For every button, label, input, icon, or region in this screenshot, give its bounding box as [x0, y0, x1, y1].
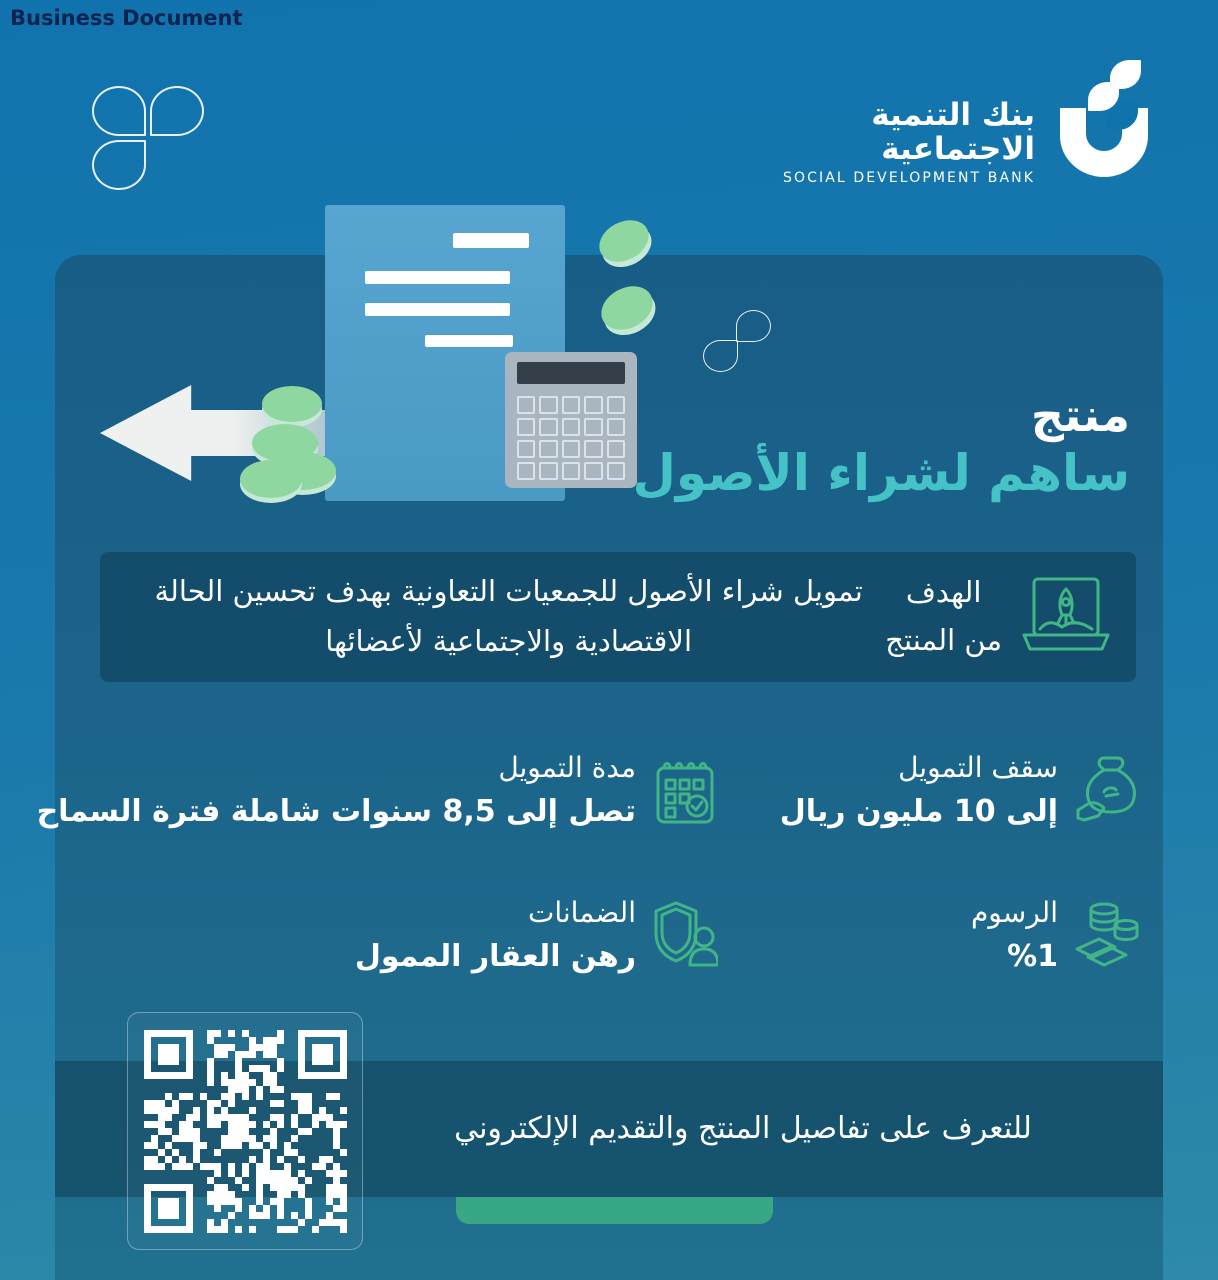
feature-label: مدة التمويل — [498, 751, 636, 784]
product-title-line2: ساهم لشراء الأصول — [632, 444, 1130, 503]
feature-value: إلى 10 مليون ريال — [779, 793, 1058, 829]
feature-label: الضمانات — [528, 896, 636, 929]
goal-label-line1: الهدف — [905, 575, 982, 610]
petal-shape — [92, 140, 146, 190]
qr-code — [127, 1012, 363, 1250]
product-title — [632, 388, 1130, 503]
feature-guarantees — [355, 893, 718, 979]
feature-funding-cap — [780, 748, 1140, 834]
goal-label — [885, 569, 1002, 665]
coin-illustration — [262, 386, 322, 422]
petal-shape — [736, 310, 771, 342]
goal-panel — [100, 552, 1136, 682]
bank-logo-mark-icon — [1048, 60, 1160, 180]
product-title-line1: منتج — [1030, 388, 1130, 442]
laptop-rocket-icon — [1018, 571, 1114, 663]
footer-cta-text: للتعرف على تفاصيل المنتج والتقديم الإلكتروني — [454, 1111, 1032, 1146]
calculator-keys — [517, 396, 625, 480]
feature-value: رهن العقار الممول — [354, 938, 636, 974]
document-text-line — [365, 303, 510, 316]
feature-value: تصل إلى 8,5 سنوات شاملة فترة السماح — [36, 793, 636, 829]
petal-shape — [703, 340, 738, 372]
petal-logo-small-icon — [703, 310, 773, 374]
bank-name-english: SOCIAL DEVELOPMENT BANK — [783, 170, 1035, 187]
calendar-icon — [652, 754, 718, 830]
feature-value: %1 — [1007, 938, 1058, 974]
document-text-line — [425, 335, 513, 347]
money-bag-hand-icon — [1074, 754, 1140, 830]
petal-shape — [150, 86, 204, 136]
document-text-line — [453, 233, 529, 248]
petal-logo-icon — [88, 82, 213, 194]
feature-funding-duration — [37, 748, 718, 834]
feature-label: الرسوم — [970, 896, 1058, 929]
goal-label-line2: من المنتج — [885, 623, 1002, 657]
bank-name-arabic: بنك التنمية الاجتماعية — [871, 97, 1035, 168]
qr-code-image — [144, 1030, 347, 1233]
coins-cash-icon — [1074, 899, 1140, 975]
document-text-line — [365, 271, 510, 284]
apply-button[interactable] — [456, 1197, 773, 1224]
petal-shape — [92, 86, 146, 136]
feature-fees — [971, 893, 1140, 979]
goal-description: تمويل شراء الأصول للجمعيات التعاونية بهدف تحسين الحالة الاقتصادية والاجتماعية لأعضائها — [154, 574, 863, 658]
calculator-illustration — [505, 352, 637, 488]
feature-label: سقف التمويل — [898, 751, 1058, 784]
document-header-label: Business Document — [10, 6, 243, 30]
coin-illustration — [240, 460, 302, 498]
shield-person-icon — [652, 899, 718, 975]
bank-logo — [760, 60, 1160, 187]
calculator-screen — [517, 362, 625, 384]
